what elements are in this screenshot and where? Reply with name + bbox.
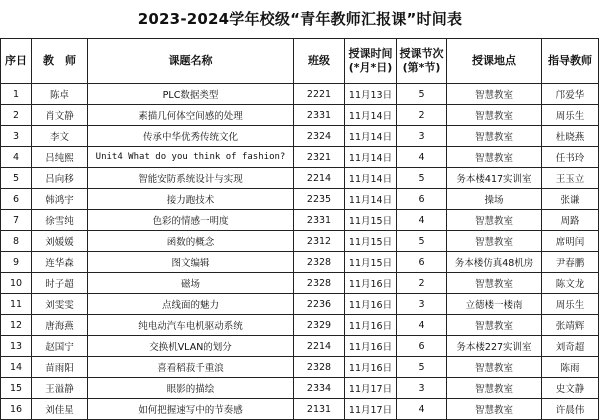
cell-course: 函数的概念 [88,231,294,252]
cell-index: 8 [1,231,32,252]
header-row [1,39,599,84]
cell-date: 11月14日 [345,147,397,168]
cell-index: 10 [1,273,32,294]
cell-class: 2328 [294,273,345,294]
cell-period: 3 [397,378,447,399]
cell-mentor: 席明闰 [542,231,599,252]
cell-location: 务本楼227实训室 [447,336,542,357]
cell-period: 6 [397,252,447,273]
cell-course: 磁场 [88,273,294,294]
cell-location: 立德楼一楼南 [447,294,542,315]
cell-class: 2235 [294,189,345,210]
cell-index: 1 [1,84,32,105]
cell-course: Unit4 What do you think of fashion? [88,147,294,168]
cell-period: 6 [397,189,447,210]
cell-location: 智慧教室 [447,147,542,168]
cell-teacher: 肖文静 [32,105,88,126]
cell-location: 智慧教室 [447,273,542,294]
header-session-line1: 授课节次 [399,47,444,60]
cell-class: 2328 [294,252,345,273]
cell-class: 2312 [294,231,345,252]
table-row [1,273,599,294]
cell-teacher: 赵国宁 [32,336,88,357]
cell-mentor: 王玉立 [542,168,599,189]
cell-course: 纯电动汽车电机驱动系统 [88,315,294,336]
cell-date: 11月17日 [345,399,397,420]
cell-period: 2 [397,105,447,126]
header-class: 班级 [294,39,345,84]
cell-class: 2328 [294,357,345,378]
table-row [1,210,599,231]
cell-teacher: 刘雯雯 [32,294,88,315]
cell-mentor: 邝爱华 [542,84,599,105]
cell-mentor: 尹春鹏 [542,252,599,273]
table-row [1,336,599,357]
cell-location: 智慧教室 [447,231,542,252]
cell-location: 智慧教室 [447,378,542,399]
cell-period: 2 [397,273,447,294]
table-row [1,105,599,126]
cell-mentor: 陈文龙 [542,273,599,294]
cell-mentor: 杜晓燕 [542,126,599,147]
cell-course: PLC数据类型 [88,84,294,105]
table-row [1,252,599,273]
cell-mentor: 刘奇超 [542,336,599,357]
table-row [1,147,599,168]
cell-period: 5 [397,168,447,189]
cell-index: 9 [1,252,32,273]
cell-date: 11月14日 [345,105,397,126]
cell-course: 如何把握速写中的节奏感 [88,399,294,420]
cell-location: 智慧教室 [447,126,542,147]
cell-period: 5 [397,84,447,105]
cell-period: 5 [397,231,447,252]
cell-teacher: 王溢静 [32,378,88,399]
cell-location: 智慧教室 [447,210,542,231]
cell-mentor: 史文静 [542,378,599,399]
cell-location: 智慧教室 [447,105,542,126]
cell-index: 12 [1,315,32,336]
cell-date: 11月16日 [345,294,397,315]
document-title: 2023-2024学年校级“青年教师汇报课”时间表 [137,10,463,28]
cell-index: 4 [1,147,32,168]
cell-location: 智慧教室 [447,315,542,336]
cell-class: 2221 [294,84,345,105]
cell-period: 4 [397,315,447,336]
cell-date: 11月15日 [345,231,397,252]
header-location: 授课地点 [447,39,542,84]
cell-index: 14 [1,357,32,378]
cell-period: 6 [397,336,447,357]
cell-index: 7 [1,210,32,231]
cell-date: 11月16日 [345,273,397,294]
cell-teacher: 时子超 [32,273,88,294]
cell-index: 13 [1,336,32,357]
cell-teacher: 徐雪纯 [32,210,88,231]
header-index: 序日 [1,39,32,84]
cell-index: 16 [1,399,32,420]
cell-teacher: 吕向移 [32,168,88,189]
header-session [397,39,447,84]
cell-mentor: 许晨伟 [542,399,599,420]
cell-location: 务本楼417实训室 [447,168,542,189]
cell-teacher: 吕纯熙 [32,147,88,168]
cell-index: 11 [1,294,32,315]
table-row [1,189,599,210]
cell-period: 3 [397,294,447,315]
header-course: 课题名称 [88,39,294,84]
cell-date: 11月16日 [345,315,397,336]
cell-teacher: 李文 [32,126,88,147]
cell-teacher: 唐海燕 [32,315,88,336]
cell-period: 4 [397,399,447,420]
table-row [1,399,599,420]
header-time [345,39,397,84]
cell-class: 2214 [294,336,345,357]
cell-mentor: 张靖辉 [542,315,599,336]
schedule-table [0,38,599,420]
cell-date: 11月14日 [345,126,397,147]
cell-location: 智慧教室 [447,357,542,378]
cell-index: 15 [1,378,32,399]
cell-index: 6 [1,189,32,210]
table-row [1,168,599,189]
header-teacher: 教 师 [32,39,88,84]
cell-date: 11月14日 [345,168,397,189]
table-row [1,357,599,378]
cell-course: 传承中华优秀传统文化 [88,126,294,147]
cell-class: 2131 [294,399,345,420]
cell-date: 11月16日 [345,336,397,357]
cell-teacher: 苗雨阳 [32,357,88,378]
cell-date: 11月13日 [345,84,397,105]
cell-date: 11月16日 [345,357,397,378]
table-row [1,294,599,315]
table-row [1,315,599,336]
cell-course: 素描几何体空间感的处理 [88,105,294,126]
header-mentor: 指导教师 [542,39,599,84]
cell-teacher: 陈卓 [32,84,88,105]
cell-class: 2214 [294,168,345,189]
cell-location: 智慧教室 [447,399,542,420]
table-row [1,231,599,252]
cell-course: 色彩的情感一明度 [88,210,294,231]
cell-period: 3 [397,126,447,147]
cell-teacher: 刘媛媛 [32,231,88,252]
cell-mentor: 周乐生 [542,105,599,126]
cell-date: 11月15日 [345,252,397,273]
cell-location: 操场 [447,189,542,210]
cell-course: 喜看稻菽千重浪 [88,357,294,378]
cell-date: 11月14日 [345,189,397,210]
cell-class: 2331 [294,105,345,126]
cell-mentor: 张谦 [542,189,599,210]
cell-course: 点线面的魅力 [88,294,294,315]
cell-teacher: 韩鸿宇 [32,189,88,210]
cell-course: 眼影的描绘 [88,378,294,399]
cell-class: 2329 [294,315,345,336]
cell-teacher: 连华森 [32,252,88,273]
cell-course: 智能安防系统设计与实现 [88,168,294,189]
cell-class: 2324 [294,126,345,147]
cell-period: 4 [397,210,447,231]
table-row [1,378,599,399]
cell-mentor: 任书玲 [542,147,599,168]
cell-period: 4 [397,147,447,168]
cell-period: 5 [397,357,447,378]
cell-index: 3 [1,126,32,147]
cell-mentor: 周路 [542,210,599,231]
cell-course: 图文编辑 [88,252,294,273]
cell-class: 2334 [294,378,345,399]
table-row [1,126,599,147]
cell-location: 智慧教室 [447,84,542,105]
cell-index: 2 [1,105,32,126]
cell-class: 2331 [294,210,345,231]
cell-mentor: 周乐生 [542,294,599,315]
cell-course: 接力跑技术 [88,189,294,210]
table-row [1,84,599,105]
header-time-line1: 授课时间 [348,47,393,60]
cell-class: 2321 [294,147,345,168]
cell-course: 交换机VLAN的划分 [88,336,294,357]
cell-date: 11月15日 [345,210,397,231]
cell-location: 务本楼仿真48机房 [447,252,542,273]
cell-class: 2236 [294,294,345,315]
header-session-line2: (第*节) [402,61,441,74]
cell-teacher: 刘佳星 [32,399,88,420]
cell-index: 5 [1,168,32,189]
header-time-line2: (*月*日) [348,61,393,74]
cell-date: 11月17日 [345,378,397,399]
schedule-body [1,84,599,420]
cell-mentor: 陈雨 [542,357,599,378]
